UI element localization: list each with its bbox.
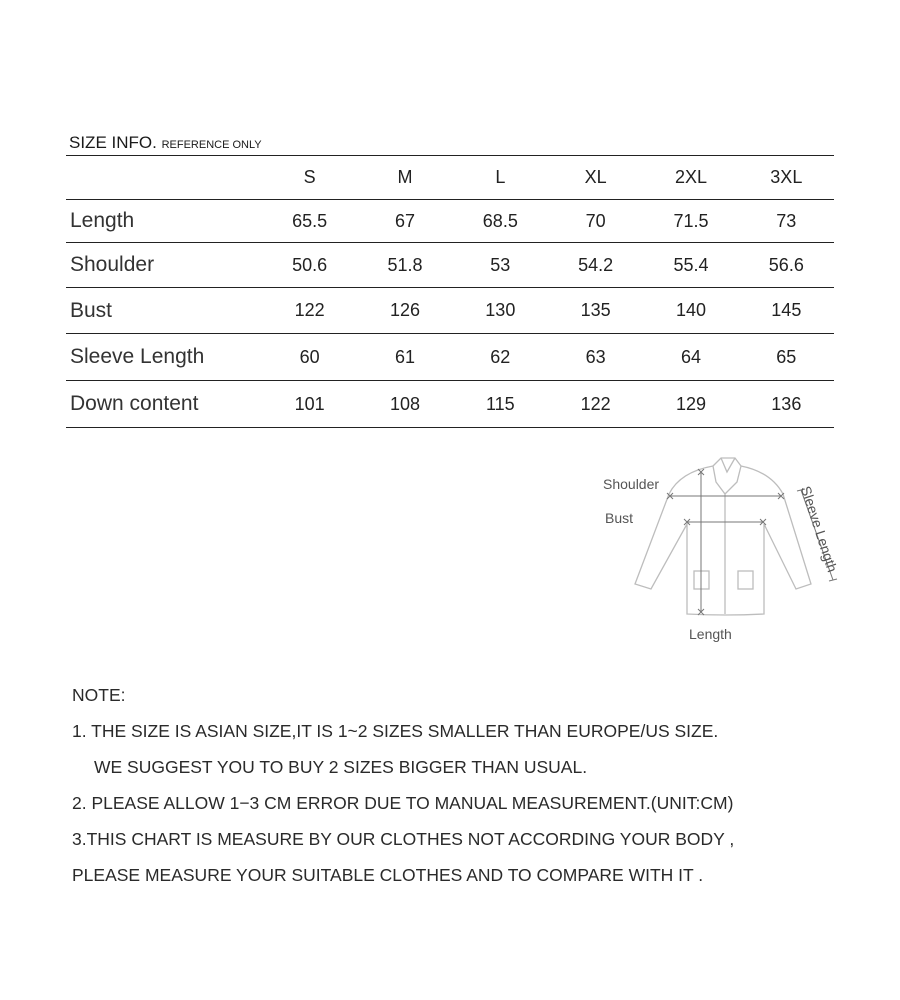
note-line-1-continued: WE SUGGEST YOU TO BUY 2 SIZES BIGGER THAN USUAL. xyxy=(94,757,588,777)
size-info-title xyxy=(69,133,262,153)
diagram-label-sleeve-length: Sleeve Length xyxy=(797,484,841,575)
table-cell: 145 xyxy=(771,300,802,320)
table-row-bust xyxy=(66,288,834,334)
column-header-xl: XL xyxy=(584,167,607,187)
table-row-sleeve-length xyxy=(66,334,834,381)
table-cell: 122 xyxy=(580,393,611,414)
row-label: Bust xyxy=(70,298,113,322)
row-label: Down content xyxy=(70,392,199,415)
column-header-label xyxy=(66,156,262,200)
table-cell: 68.5 xyxy=(482,210,518,231)
table-cell: 65 xyxy=(776,346,797,367)
table-header-row xyxy=(66,156,834,200)
table-cell: 108 xyxy=(389,393,421,414)
table-cell: 130 xyxy=(485,300,516,320)
table-cell: 61 xyxy=(394,346,415,367)
diagram-label-shoulder: Shoulder xyxy=(603,476,660,492)
table-cell: 55.4 xyxy=(673,254,709,275)
table-cell: 50.6 xyxy=(292,254,328,275)
note-line-2: 2. PLEASE ALLOW 1−3 CM ERROR DUE TO MANUAL MEASUREMENT.(UNIT:CM) xyxy=(72,793,734,813)
table-cell: 135 xyxy=(580,300,611,320)
table-cell: 126 xyxy=(389,300,421,320)
note-line-3-continued: PLEASE MEASURE YOUR SUITABLE CLOTHES AND TO COMPARE WITH IT . xyxy=(72,865,704,885)
table-cell: 67 xyxy=(394,210,415,231)
table-cell: 122 xyxy=(294,300,325,320)
table-cell: 63 xyxy=(585,346,606,367)
row-label: Shoulder xyxy=(70,253,155,276)
notes-heading: NOTE: xyxy=(72,685,126,705)
diagram-label-length: Length xyxy=(689,626,732,642)
title-subtitle: REFERENCE ONLY xyxy=(161,139,262,151)
table-row-shoulder xyxy=(66,243,834,288)
size-table xyxy=(66,155,834,428)
table-cell: 73 xyxy=(776,210,797,231)
row-label: Length xyxy=(70,209,135,232)
column-header-m: M xyxy=(397,167,413,187)
note-line-1: 1. THE SIZE IS ASIAN SIZE,IT IS 1~2 SIZES SMALLER THAN EUROPE/US SIZE. xyxy=(72,721,719,741)
column-header-3xl: 3XL xyxy=(770,167,803,187)
jacket-measurement-diagram xyxy=(595,452,865,652)
table-cell: 51.8 xyxy=(387,254,423,275)
title-main: SIZE INFO. xyxy=(69,133,157,152)
table-cell: 65.5 xyxy=(292,210,328,231)
table-cell: 101 xyxy=(294,393,325,414)
table-cell: 70 xyxy=(585,210,606,231)
table-row-down-content xyxy=(66,381,834,428)
table-cell: 64 xyxy=(680,346,701,367)
table-cell: 115 xyxy=(485,393,515,414)
table-cell: 71.5 xyxy=(673,210,709,231)
table-cell: 53 xyxy=(490,254,511,275)
column-header-s: S xyxy=(303,167,316,187)
notes-section xyxy=(72,684,734,900)
column-header-l: L xyxy=(495,167,506,187)
column-header-2xl: 2XL xyxy=(674,167,707,187)
table-cell: 60 xyxy=(299,346,320,367)
diagram-label-bust: Bust xyxy=(605,510,634,526)
note-line-3: 3.THIS CHART IS MEASURE BY OUR CLOTHES NOT ACCORDING YOUR BODY , xyxy=(72,829,735,849)
table-cell: 140 xyxy=(675,300,706,320)
table-cell: 62 xyxy=(490,346,511,367)
row-label: Sleeve Length xyxy=(70,345,205,368)
table-cell: 56.6 xyxy=(768,254,804,275)
table-cell: 129 xyxy=(675,393,706,414)
table-row-length xyxy=(66,200,834,243)
table-cell: 136 xyxy=(771,393,802,414)
table-cell: 54.2 xyxy=(578,254,614,275)
